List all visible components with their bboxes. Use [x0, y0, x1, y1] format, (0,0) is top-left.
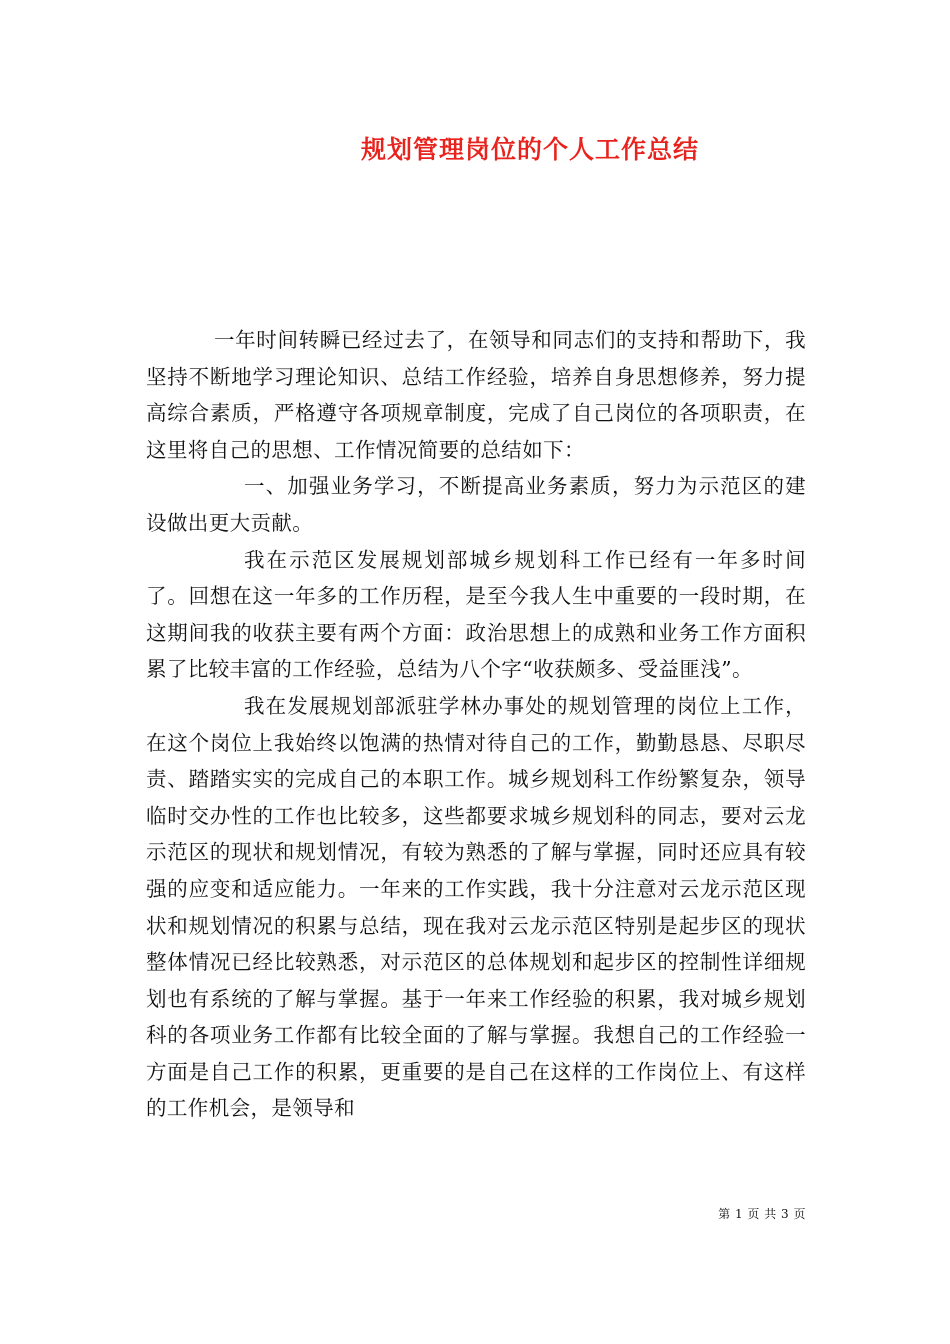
paragraph-intro: 一年时间转瞬已经过去了，在领导和同志们的支持和帮助下，我坚持不断地学习理论知识、总结工作经验，培养自身思想修养，努力提高综合素质，严格遵守各项规章制度，完成了自己岗位的各项职责，在这里将自己的思想、工作情况简要的总结如下： [146, 328, 806, 462]
document-body [146, 322, 806, 1127]
page-number-footer: 第 1 页 共 3 页 [718, 1207, 806, 1221]
paragraph-experience: 我在示范区发展规划部城乡规划科工作已经有一年多时间了。回想在这一年多的工作历程，是至今我人生中重要的一段时期，在这期间我的收获主要有两个方面：政治思想上的成熟和业务工作方面积累了比较丰富的工作经验，总结为八个字“收获颇多、受益匪浅”。 [146, 547, 806, 682]
paragraph-position: 我在发展规划部派驻学林办事处的规划管理的岗位上工作，在这个岗位上我始终以饱满的热情对待自己的工作，勤勤恳恳、尽职尽责、踏踏实实的完成自己的本职工作。城乡规划科工作纷繁复杂，领导临时交办性的工作也比较多，这些都要求城乡规划科的同志，要对云龙示范区的现状和规划情况，有较为熟悉的了解与掌握，同时还应具有较强的应变和适应能力。一年来的工作实践，我十分注意对云龙示范区现状和规划情况的积累与总结，现在我对云龙示范区特别是起步区的现状整体情况已经比较熟悉，对示范区的总体规划和起步区的控制性详细规划也有系统的了解与掌握。基于一年来工作经验的积累，我对城乡规划科的各项业务工作都有比较全面的了解与掌握。我想自己的工作经验一方面是自己工作的积累，更重要的是自己在这样的工作岗位上、有这样的工作机会，是领导和 [146, 693, 806, 1121]
paragraph-section-heading: 一、加强业务学习，不断提高业务素质，努力为示范区的建设做出更大贡献。 [146, 474, 806, 535]
document-title: 规划管理岗位的个人工作总结 [360, 135, 699, 164]
